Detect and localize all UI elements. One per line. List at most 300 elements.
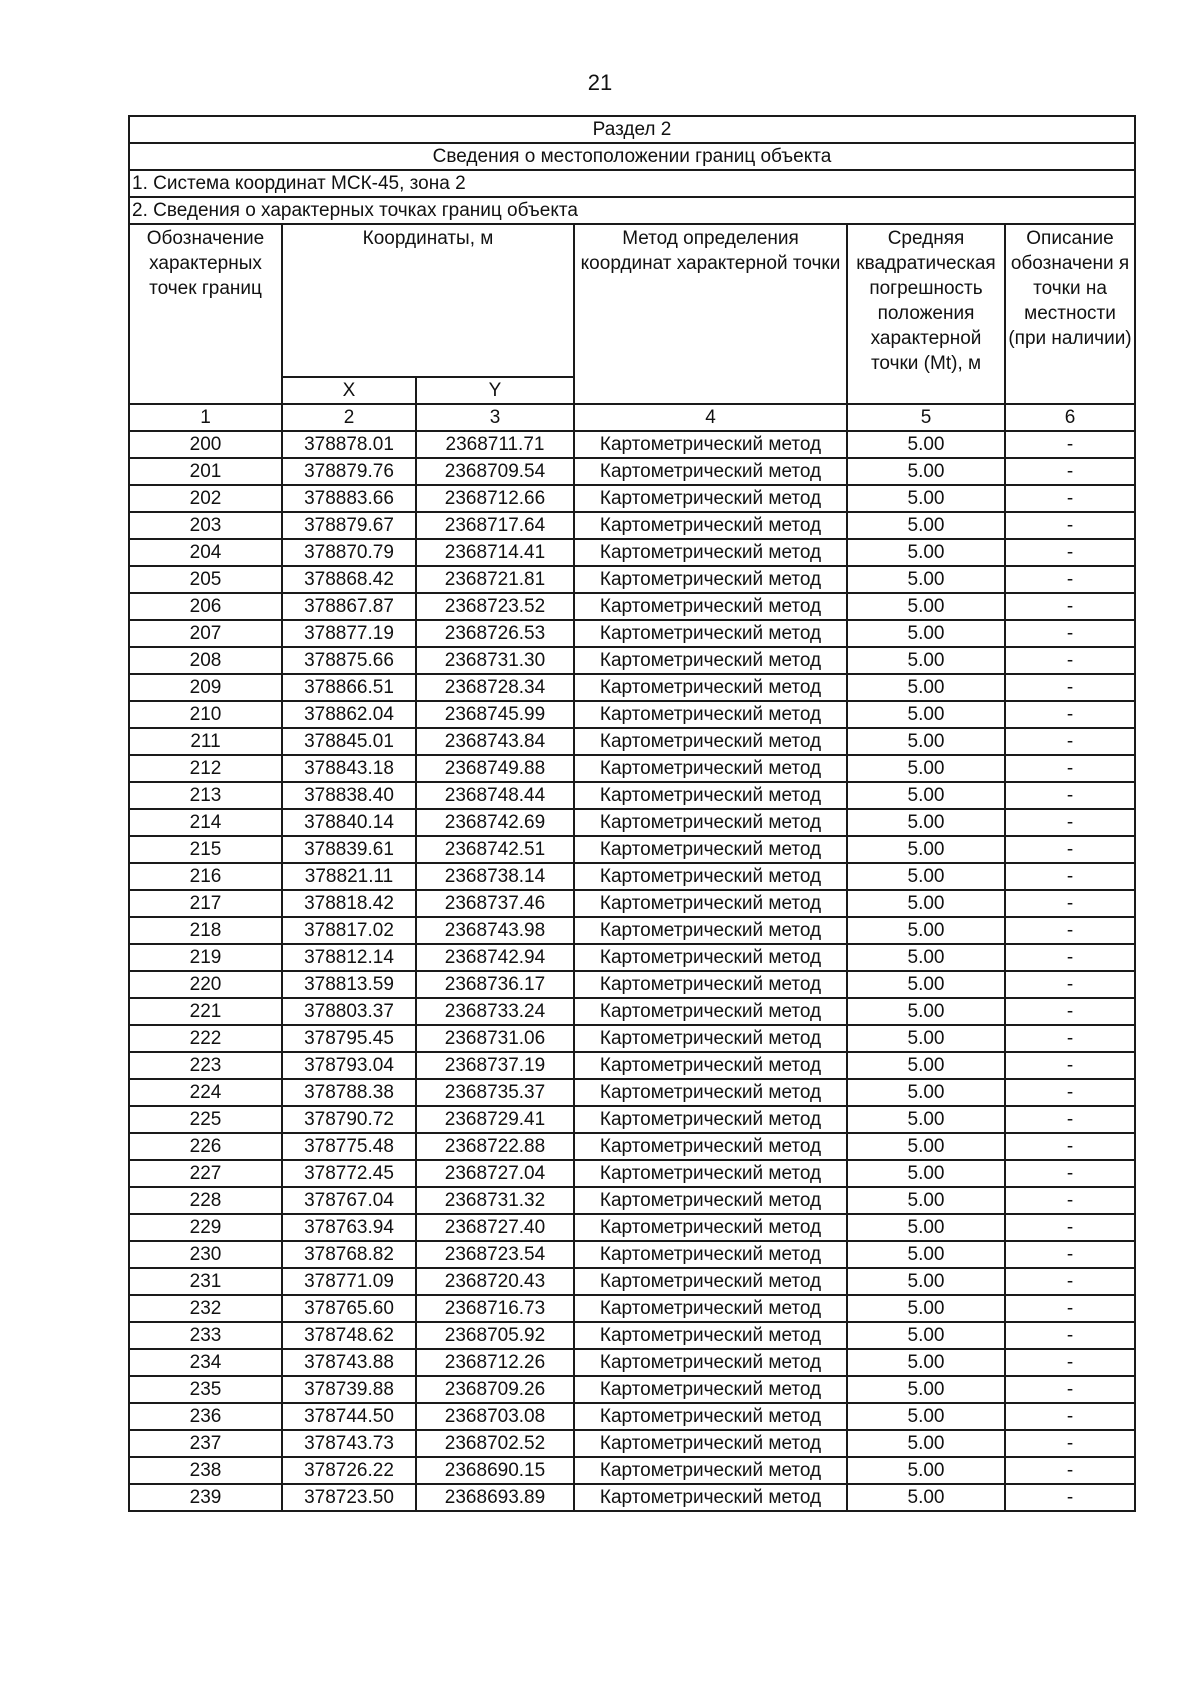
x-coordinate-cell: 378868.42 — [282, 566, 416, 593]
x-coordinate-cell: 378866.51 — [282, 674, 416, 701]
description-cell: - — [1005, 485, 1135, 512]
description-cell: - — [1005, 890, 1135, 917]
error-cell: 5.00 — [847, 782, 1005, 809]
method-cell: Картометрический метод — [574, 863, 847, 890]
description-cell: - — [1005, 1052, 1135, 1079]
x-coordinate-cell: 378879.67 — [282, 512, 416, 539]
description-cell: - — [1005, 512, 1135, 539]
y-coordinate-cell: 2368731.06 — [416, 1025, 574, 1052]
point-number-cell: 232 — [129, 1295, 282, 1322]
point-number-cell: 221 — [129, 998, 282, 1025]
error-cell: 5.00 — [847, 512, 1005, 539]
y-coordinate-cell: 2368709.26 — [416, 1376, 574, 1403]
x-coordinate-cell: 378839.61 — [282, 836, 416, 863]
header-method: Метод определения координат характерной точки — [574, 224, 847, 404]
x-coordinate-cell: 378862.04 — [282, 701, 416, 728]
description-cell: - — [1005, 1214, 1135, 1241]
method-cell: Картометрический метод — [574, 971, 847, 998]
error-cell: 5.00 — [847, 836, 1005, 863]
description-cell: - — [1005, 1430, 1135, 1457]
column-number: 6 — [1005, 404, 1135, 431]
error-cell: 5.00 — [847, 1430, 1005, 1457]
table-row — [129, 836, 1135, 863]
table-row — [129, 917, 1135, 944]
y-coordinate-cell: 2368702.52 — [416, 1430, 574, 1457]
method-cell: Картометрический метод — [574, 728, 847, 755]
x-coordinate-cell: 378790.72 — [282, 1106, 416, 1133]
error-cell: 5.00 — [847, 890, 1005, 917]
point-number-cell: 205 — [129, 566, 282, 593]
x-coordinate-cell: 378878.01 — [282, 431, 416, 458]
x-coordinate-cell: 378739.88 — [282, 1376, 416, 1403]
table-row — [129, 647, 1135, 674]
point-number-cell: 238 — [129, 1457, 282, 1484]
description-cell: - — [1005, 917, 1135, 944]
error-cell: 5.00 — [847, 1403, 1005, 1430]
description-cell: - — [1005, 863, 1135, 890]
point-number-cell: 234 — [129, 1349, 282, 1376]
table-row — [129, 539, 1135, 566]
x-coordinate-cell: 378879.76 — [282, 458, 416, 485]
point-number-cell: 220 — [129, 971, 282, 998]
header-y: Y — [416, 377, 574, 404]
y-coordinate-cell: 2368738.14 — [416, 863, 574, 890]
x-coordinate-cell: 378788.38 — [282, 1079, 416, 1106]
method-cell: Картометрический метод — [574, 1106, 847, 1133]
description-cell: - — [1005, 1160, 1135, 1187]
table-row — [129, 1079, 1135, 1106]
y-coordinate-cell: 2368748.44 — [416, 782, 574, 809]
x-coordinate-cell: 378743.88 — [282, 1349, 416, 1376]
point-number-cell: 202 — [129, 485, 282, 512]
y-coordinate-cell: 2368737.19 — [416, 1052, 574, 1079]
table-row — [129, 1025, 1135, 1052]
y-coordinate-cell: 2368720.43 — [416, 1268, 574, 1295]
points-heading: 2. Сведения о характерных точках границ объекта — [129, 197, 1135, 224]
description-cell: - — [1005, 728, 1135, 755]
error-cell: 5.00 — [847, 1295, 1005, 1322]
point-number-cell: 204 — [129, 539, 282, 566]
point-number-cell: 233 — [129, 1322, 282, 1349]
table-row — [129, 485, 1135, 512]
error-cell: 5.00 — [847, 1457, 1005, 1484]
table-row — [129, 1322, 1135, 1349]
y-coordinate-cell: 2368731.32 — [416, 1187, 574, 1214]
y-coordinate-cell: 2368712.66 — [416, 485, 574, 512]
point-number-cell: 231 — [129, 1268, 282, 1295]
table-row — [129, 863, 1135, 890]
table-row — [129, 1430, 1135, 1457]
y-coordinate-cell: 2368729.41 — [416, 1106, 574, 1133]
method-cell: Картометрический метод — [574, 431, 847, 458]
section-title: Раздел 2 — [129, 116, 1135, 143]
method-cell: Картометрический метод — [574, 1295, 847, 1322]
boundary-points-table — [128, 115, 1136, 1512]
method-cell: Картометрический метод — [574, 539, 847, 566]
x-coordinate-cell: 378765.60 — [282, 1295, 416, 1322]
error-cell: 5.00 — [847, 1160, 1005, 1187]
table-row — [129, 998, 1135, 1025]
y-coordinate-cell: 2368742.69 — [416, 809, 574, 836]
point-number-cell: 215 — [129, 836, 282, 863]
method-cell: Картометрический метод — [574, 1322, 847, 1349]
description-cell: - — [1005, 1457, 1135, 1484]
method-cell: Картометрический метод — [574, 917, 847, 944]
y-coordinate-cell: 2368728.34 — [416, 674, 574, 701]
description-cell: - — [1005, 809, 1135, 836]
description-cell: - — [1005, 701, 1135, 728]
table-row — [129, 1106, 1135, 1133]
method-cell: Картометрический метод — [574, 1457, 847, 1484]
x-coordinate-cell: 378795.45 — [282, 1025, 416, 1052]
description-cell: - — [1005, 1484, 1135, 1511]
description-cell: - — [1005, 998, 1135, 1025]
table-row — [129, 1241, 1135, 1268]
error-cell: 5.00 — [847, 728, 1005, 755]
error-cell: 5.00 — [847, 755, 1005, 782]
error-cell: 5.00 — [847, 998, 1005, 1025]
error-cell: 5.00 — [847, 1322, 1005, 1349]
method-cell: Картометрический метод — [574, 836, 847, 863]
x-coordinate-cell: 378775.48 — [282, 1133, 416, 1160]
table-row — [129, 782, 1135, 809]
method-cell: Картометрический метод — [574, 1403, 847, 1430]
error-cell: 5.00 — [847, 485, 1005, 512]
y-coordinate-cell: 2368716.73 — [416, 1295, 574, 1322]
x-coordinate-cell: 378821.11 — [282, 863, 416, 890]
method-cell: Картометрический метод — [574, 809, 847, 836]
table-row — [129, 1052, 1135, 1079]
error-cell: 5.00 — [847, 566, 1005, 593]
point-number-cell: 223 — [129, 1052, 282, 1079]
x-coordinate-cell: 378838.40 — [282, 782, 416, 809]
point-number-cell: 237 — [129, 1430, 282, 1457]
column-number: 2 — [282, 404, 416, 431]
x-coordinate-cell: 378803.37 — [282, 998, 416, 1025]
error-cell: 5.00 — [847, 1484, 1005, 1511]
y-coordinate-cell: 2368742.51 — [416, 836, 574, 863]
point-number-cell: 230 — [129, 1241, 282, 1268]
point-number-cell: 217 — [129, 890, 282, 917]
table-row — [129, 728, 1135, 755]
method-cell: Картометрический метод — [574, 1187, 847, 1214]
error-cell: 5.00 — [847, 1241, 1005, 1268]
y-coordinate-cell: 2368714.41 — [416, 539, 574, 566]
method-cell: Картометрический метод — [574, 512, 847, 539]
table-row — [129, 755, 1135, 782]
column-number: 3 — [416, 404, 574, 431]
y-coordinate-cell: 2368693.89 — [416, 1484, 574, 1511]
y-coordinate-cell: 2368711.71 — [416, 431, 574, 458]
error-cell: 5.00 — [847, 971, 1005, 998]
description-cell: - — [1005, 971, 1135, 998]
y-coordinate-cell: 2368723.54 — [416, 1241, 574, 1268]
x-coordinate-cell: 378813.59 — [282, 971, 416, 998]
error-cell: 5.00 — [847, 1025, 1005, 1052]
y-coordinate-cell: 2368745.99 — [416, 701, 574, 728]
table-row — [129, 458, 1135, 485]
table-row — [129, 809, 1135, 836]
table-row — [129, 890, 1135, 917]
method-cell: Картометрический метод — [574, 1376, 847, 1403]
point-number-cell: 203 — [129, 512, 282, 539]
coord-system-line: 1. Система координат МСК-45, зона 2 — [129, 170, 1135, 197]
x-coordinate-cell: 378877.19 — [282, 620, 416, 647]
header-designation: Обозначение характерных точек границ — [129, 224, 282, 404]
error-cell: 5.00 — [847, 647, 1005, 674]
description-cell: - — [1005, 1268, 1135, 1295]
description-cell: - — [1005, 620, 1135, 647]
table-row — [129, 971, 1135, 998]
error-cell: 5.00 — [847, 1214, 1005, 1241]
error-cell: 5.00 — [847, 944, 1005, 971]
table-row — [129, 431, 1135, 458]
point-number-cell: 212 — [129, 755, 282, 782]
x-coordinate-cell: 378867.87 — [282, 593, 416, 620]
point-number-cell: 208 — [129, 647, 282, 674]
error-cell: 5.00 — [847, 539, 1005, 566]
error-cell: 5.00 — [847, 863, 1005, 890]
description-cell: - — [1005, 458, 1135, 485]
table-row — [129, 1349, 1135, 1376]
y-coordinate-cell: 2368717.64 — [416, 512, 574, 539]
x-coordinate-cell: 378763.94 — [282, 1214, 416, 1241]
y-coordinate-cell: 2368709.54 — [416, 458, 574, 485]
table-row — [129, 1295, 1135, 1322]
error-cell: 5.00 — [847, 701, 1005, 728]
method-cell: Картометрический метод — [574, 566, 847, 593]
method-cell: Картометрический метод — [574, 1025, 847, 1052]
table-row — [129, 566, 1135, 593]
method-cell: Картометрический метод — [574, 1160, 847, 1187]
method-cell: Картометрический метод — [574, 890, 847, 917]
x-coordinate-cell: 378743.73 — [282, 1430, 416, 1457]
y-coordinate-cell: 2368712.26 — [416, 1349, 574, 1376]
description-cell: - — [1005, 431, 1135, 458]
table-row — [129, 1268, 1135, 1295]
table-row — [129, 1457, 1135, 1484]
y-coordinate-cell: 2368737.46 — [416, 890, 574, 917]
table-row — [129, 701, 1135, 728]
x-coordinate-cell: 378875.66 — [282, 647, 416, 674]
column-number: 4 — [574, 404, 847, 431]
table-row — [129, 944, 1135, 971]
point-number-cell: 229 — [129, 1214, 282, 1241]
x-coordinate-cell: 378840.14 — [282, 809, 416, 836]
point-number-cell: 236 — [129, 1403, 282, 1430]
point-number-cell: 213 — [129, 782, 282, 809]
description-cell: - — [1005, 1079, 1135, 1106]
description-cell: - — [1005, 755, 1135, 782]
y-coordinate-cell: 2368742.94 — [416, 944, 574, 971]
point-number-cell: 222 — [129, 1025, 282, 1052]
header-coordinates: Координаты, м — [282, 224, 574, 377]
column-number: 5 — [847, 404, 1005, 431]
method-cell: Картометрический метод — [574, 701, 847, 728]
point-number-cell: 210 — [129, 701, 282, 728]
description-cell: - — [1005, 1241, 1135, 1268]
table-body — [129, 431, 1135, 1511]
table-row — [129, 1214, 1135, 1241]
error-cell: 5.00 — [847, 1133, 1005, 1160]
x-coordinate-cell: 378883.66 — [282, 485, 416, 512]
description-cell: - — [1005, 674, 1135, 701]
x-coordinate-cell: 378744.50 — [282, 1403, 416, 1430]
x-coordinate-cell: 378845.01 — [282, 728, 416, 755]
table-row — [129, 1376, 1135, 1403]
table-row — [129, 593, 1135, 620]
point-number-cell: 200 — [129, 431, 282, 458]
point-number-cell: 216 — [129, 863, 282, 890]
x-coordinate-cell: 378870.79 — [282, 539, 416, 566]
description-cell: - — [1005, 539, 1135, 566]
y-coordinate-cell: 2368735.37 — [416, 1079, 574, 1106]
method-cell: Картометрический метод — [574, 1052, 847, 1079]
description-cell: - — [1005, 1133, 1135, 1160]
error-cell: 5.00 — [847, 809, 1005, 836]
y-coordinate-cell: 2368743.84 — [416, 728, 574, 755]
y-coordinate-cell: 2368749.88 — [416, 755, 574, 782]
y-coordinate-cell: 2368726.53 — [416, 620, 574, 647]
description-cell: - — [1005, 1187, 1135, 1214]
y-coordinate-cell: 2368736.17 — [416, 971, 574, 998]
method-cell: Картометрический метод — [574, 674, 847, 701]
error-cell: 5.00 — [847, 431, 1005, 458]
table-row — [129, 620, 1135, 647]
description-cell: - — [1005, 836, 1135, 863]
description-cell: - — [1005, 944, 1135, 971]
table-row — [129, 1133, 1135, 1160]
method-cell: Картометрический метод — [574, 1268, 847, 1295]
y-coordinate-cell: 2368722.88 — [416, 1133, 574, 1160]
point-number-cell: 214 — [129, 809, 282, 836]
point-number-cell: 239 — [129, 1484, 282, 1511]
page-number: 21 — [587, 70, 613, 95]
description-cell: - — [1005, 1349, 1135, 1376]
error-cell: 5.00 — [847, 1052, 1005, 1079]
header-x: X — [282, 377, 416, 404]
error-cell: 5.00 — [847, 1376, 1005, 1403]
y-coordinate-cell: 2368690.15 — [416, 1457, 574, 1484]
x-coordinate-cell: 378818.42 — [282, 890, 416, 917]
y-coordinate-cell: 2368743.98 — [416, 917, 574, 944]
method-cell: Картометрический метод — [574, 1484, 847, 1511]
table-row — [129, 1187, 1135, 1214]
y-coordinate-cell: 2368731.30 — [416, 647, 574, 674]
description-cell: - — [1005, 1403, 1135, 1430]
point-number-cell: 206 — [129, 593, 282, 620]
method-cell: Картометрический метод — [574, 1133, 847, 1160]
description-cell: - — [1005, 1376, 1135, 1403]
point-number-cell: 224 — [129, 1079, 282, 1106]
error-cell: 5.00 — [847, 674, 1005, 701]
y-coordinate-cell: 2368723.52 — [416, 593, 574, 620]
method-cell: Картометрический метод — [574, 485, 847, 512]
point-number-cell: 226 — [129, 1133, 282, 1160]
point-number-cell: 209 — [129, 674, 282, 701]
y-coordinate-cell: 2368705.92 — [416, 1322, 574, 1349]
point-number-cell: 228 — [129, 1187, 282, 1214]
column-number: 1 — [129, 404, 282, 431]
error-cell: 5.00 — [847, 1187, 1005, 1214]
point-number-cell: 201 — [129, 458, 282, 485]
error-cell: 5.00 — [847, 1268, 1005, 1295]
y-coordinate-cell: 2368727.04 — [416, 1160, 574, 1187]
table-row — [129, 674, 1135, 701]
method-cell: Картометрический метод — [574, 647, 847, 674]
x-coordinate-cell: 378843.18 — [282, 755, 416, 782]
x-coordinate-cell: 378767.04 — [282, 1187, 416, 1214]
y-coordinate-cell: 2368703.08 — [416, 1403, 574, 1430]
description-cell: - — [1005, 1025, 1135, 1052]
description-cell: - — [1005, 1295, 1135, 1322]
x-coordinate-cell: 378723.50 — [282, 1484, 416, 1511]
section-subtitle: Сведения о местоположении границ объекта — [129, 143, 1135, 170]
point-number-cell: 227 — [129, 1160, 282, 1187]
error-cell: 5.00 — [847, 458, 1005, 485]
method-cell: Картометрический метод — [574, 1430, 847, 1457]
point-number-cell: 235 — [129, 1376, 282, 1403]
method-cell: Картометрический метод — [574, 1079, 847, 1106]
y-coordinate-cell: 2368721.81 — [416, 566, 574, 593]
method-cell: Картометрический метод — [574, 998, 847, 1025]
method-cell: Картометрический метод — [574, 1214, 847, 1241]
error-cell: 5.00 — [847, 1349, 1005, 1376]
point-number-cell: 225 — [129, 1106, 282, 1133]
error-cell: 5.00 — [847, 620, 1005, 647]
y-coordinate-cell: 2368727.40 — [416, 1214, 574, 1241]
x-coordinate-cell: 378817.02 — [282, 917, 416, 944]
description-cell: - — [1005, 1106, 1135, 1133]
table-row — [129, 1484, 1135, 1511]
description-cell: - — [1005, 782, 1135, 809]
header-description: Описание обозначени я точки на местности (при наличии) — [1005, 224, 1135, 404]
error-cell: 5.00 — [847, 917, 1005, 944]
point-number-cell: 218 — [129, 917, 282, 944]
point-number-cell: 219 — [129, 944, 282, 971]
x-coordinate-cell: 378748.62 — [282, 1322, 416, 1349]
point-number-cell: 211 — [129, 728, 282, 755]
description-cell: - — [1005, 647, 1135, 674]
description-cell: - — [1005, 1322, 1135, 1349]
method-cell: Картометрический метод — [574, 782, 847, 809]
x-coordinate-cell: 378771.09 — [282, 1268, 416, 1295]
method-cell: Картометрический метод — [574, 593, 847, 620]
point-number-cell: 207 — [129, 620, 282, 647]
method-cell: Картометрический метод — [574, 1241, 847, 1268]
table-row — [129, 512, 1135, 539]
method-cell: Картометрический метод — [574, 944, 847, 971]
method-cell: Картометрический метод — [574, 1349, 847, 1376]
x-coordinate-cell: 378768.82 — [282, 1241, 416, 1268]
y-coordinate-cell: 2368733.24 — [416, 998, 574, 1025]
header-error: Средняя квадратическая погрешность положения характерной точки (Mt), м — [847, 224, 1005, 404]
x-coordinate-cell: 378793.04 — [282, 1052, 416, 1079]
method-cell: Картометрический метод — [574, 620, 847, 647]
description-cell: - — [1005, 566, 1135, 593]
error-cell: 5.00 — [847, 1106, 1005, 1133]
x-coordinate-cell: 378812.14 — [282, 944, 416, 971]
method-cell: Картометрический метод — [574, 458, 847, 485]
method-cell: Картометрический метод — [574, 755, 847, 782]
x-coordinate-cell: 378726.22 — [282, 1457, 416, 1484]
table-row — [129, 1160, 1135, 1187]
x-coordinate-cell: 378772.45 — [282, 1160, 416, 1187]
description-cell: - — [1005, 593, 1135, 620]
error-cell: 5.00 — [847, 1079, 1005, 1106]
error-cell: 5.00 — [847, 593, 1005, 620]
table-row — [129, 1403, 1135, 1430]
